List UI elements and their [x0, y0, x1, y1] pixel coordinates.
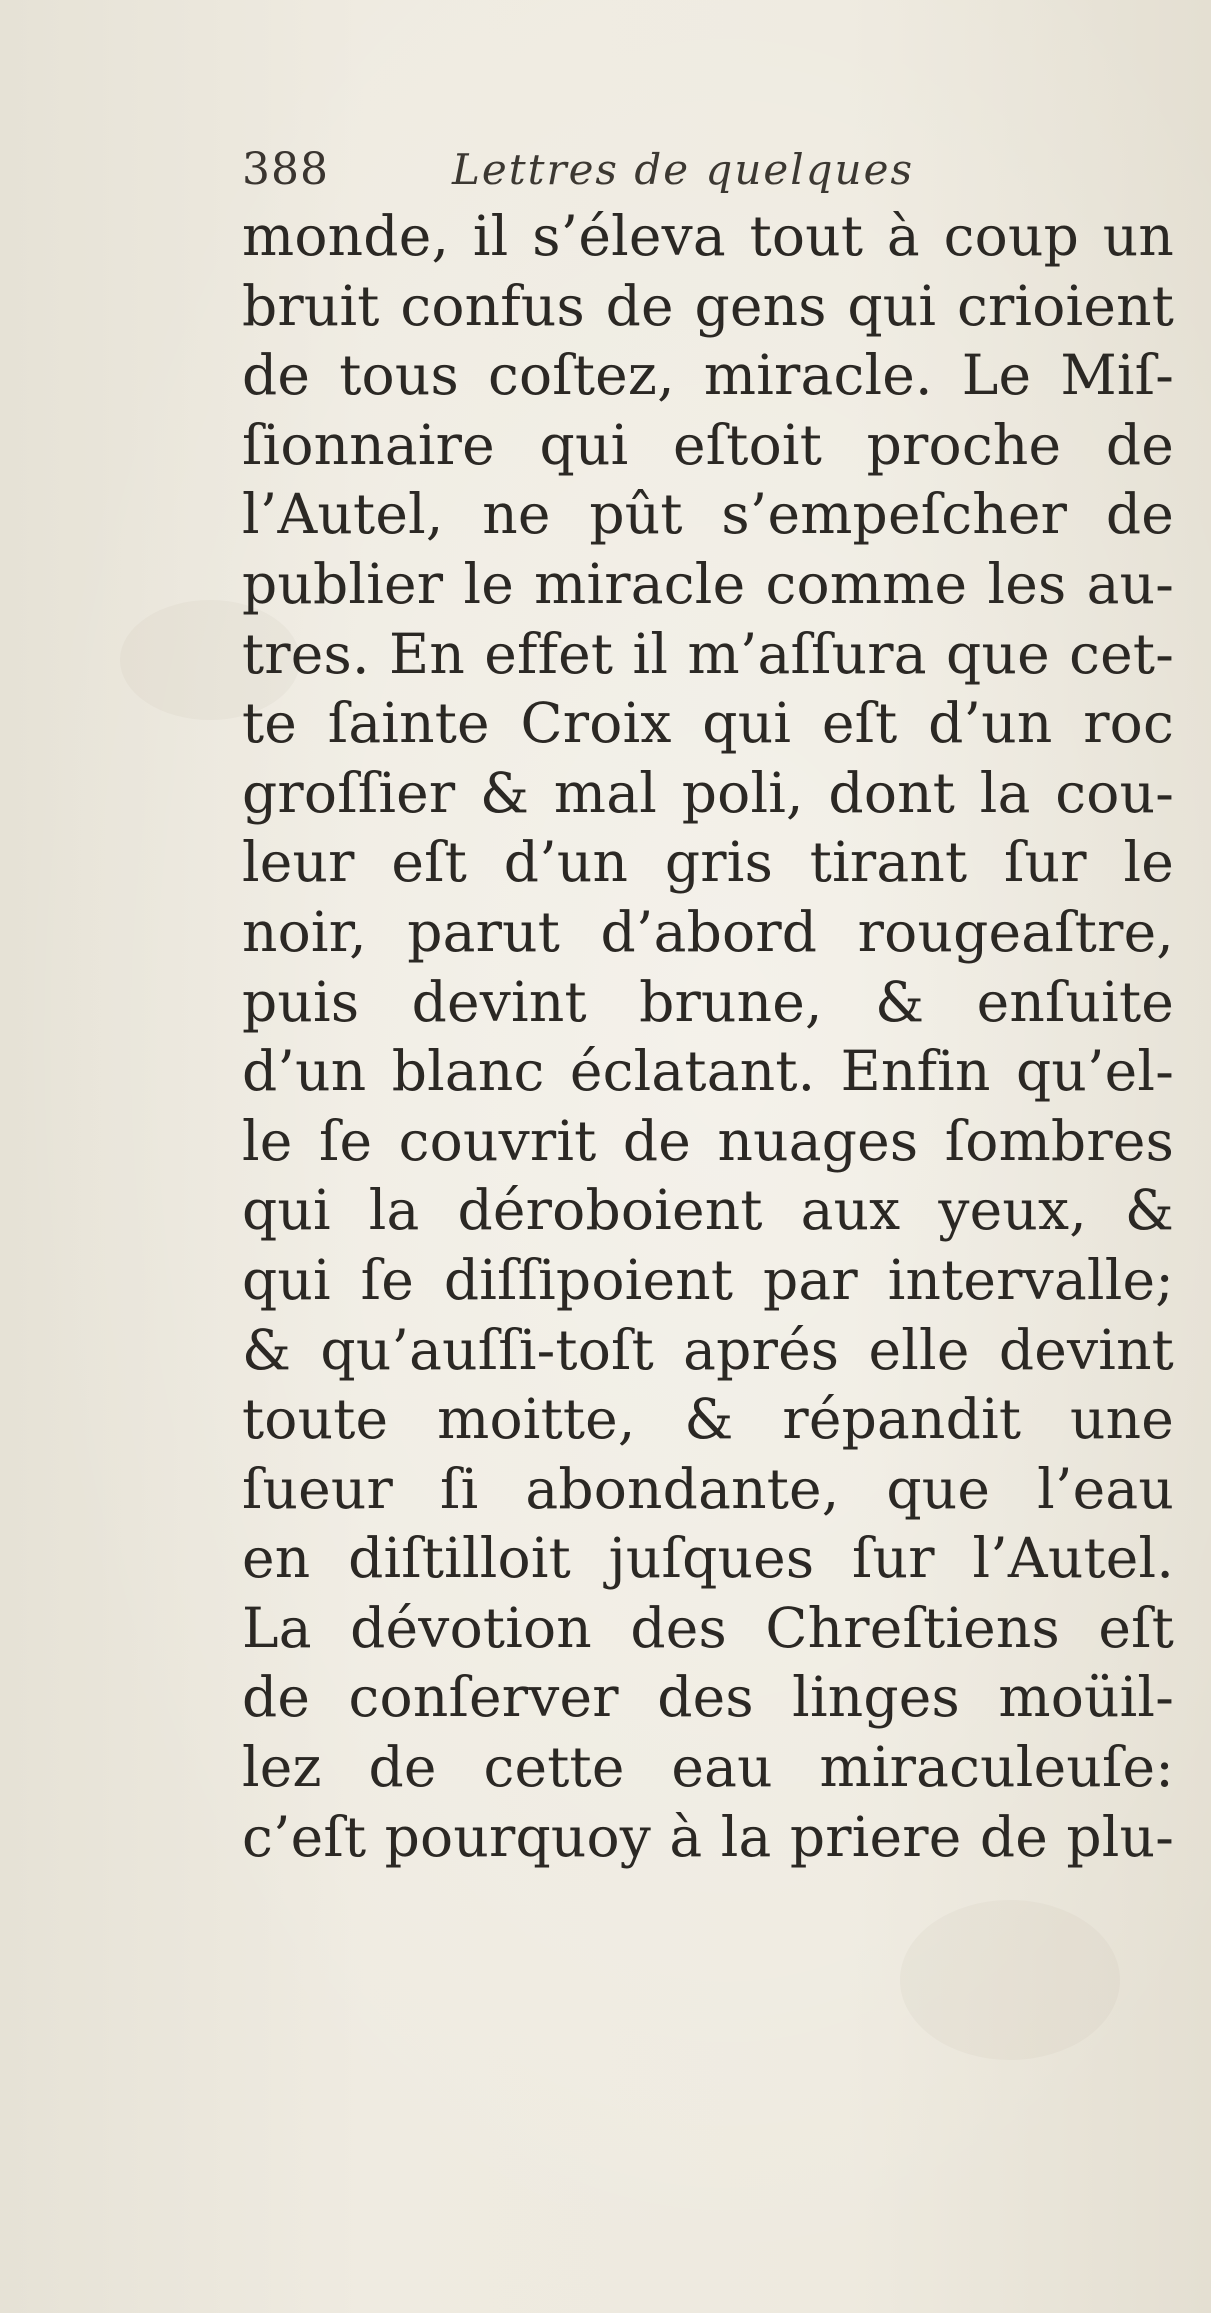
text-line: ſionnaire qui eſtoit proche de [242, 412, 1174, 477]
page-number: 388 [242, 144, 329, 195]
text-line: le ſe couvrit de nuages ſombres [242, 1108, 1174, 1173]
text-line: d’un blanc éclatant. Enfin qu’el- [242, 1039, 1174, 1104]
text-line: groſſier & mal poli, dont la cou- [242, 760, 1174, 825]
text-line: noir, parut d’abord rougeaſtre, [242, 899, 1174, 964]
text-line: monde, il s’éleva tout à coup un [242, 204, 1174, 268]
text-line: & qu’auſſi-toſt aprés elle devint [242, 1317, 1174, 1382]
text-line: de conſerver des linges moüil- [242, 1665, 1174, 1730]
running-head: Lettres de quelques [452, 145, 914, 194]
text-line: toute moitte, & répandit une [242, 1387, 1174, 1452]
text-line: publier le miracle comme les au- [242, 551, 1174, 616]
text-line: puis devint brune, & enſuite [242, 969, 1174, 1034]
text-line: c’eſt pourquoy à la priere de plu- [242, 1804, 1174, 1869]
text-line: La dévotion des Chreſtiens eſt [242, 1595, 1174, 1660]
text-line: leur eſt d’un gris tirant ſur le [242, 830, 1174, 895]
text-line: lez de cette eau miraculeuſe: [242, 1735, 1174, 1800]
text-line: l’Autel, ne pût s’empeſcher de [242, 482, 1174, 547]
paper-stain [900, 1900, 1120, 2060]
text-line: tres. En effet il m’aſſura que cet- [242, 621, 1174, 686]
text-line: qui ſe diſſipoient par intervalle; [242, 1247, 1174, 1312]
text-line: qui la déroboient aux yeux, & [242, 1178, 1174, 1243]
text-line: te ſainte Croix qui eſt d’un roc [242, 691, 1174, 756]
text-line: bruit confus de gens qui crioient [242, 273, 1174, 338]
text-line: en diſtilloit juſques ſur l’Autel. [242, 1526, 1174, 1591]
text-line: de tous coſtez, miracle. Le Miſ- [242, 343, 1174, 408]
body-text [242, 202, 1174, 1872]
page-header [242, 140, 1062, 200]
text-line: ſueur ſi abondante, que l’eau [242, 1456, 1174, 1521]
